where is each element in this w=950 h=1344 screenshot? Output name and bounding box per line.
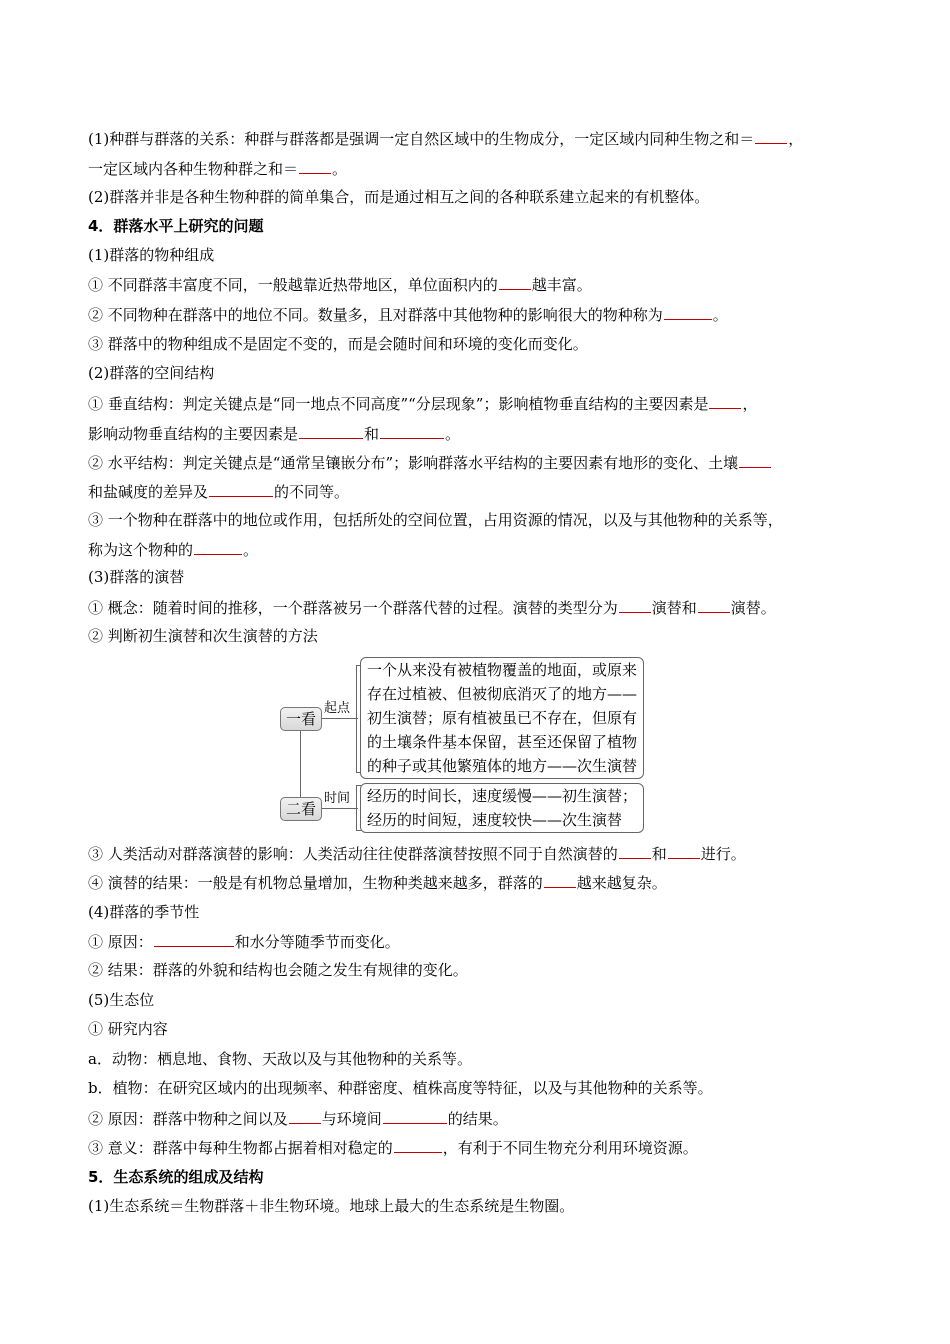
text: ② 原因：群落中物种之间以及 (88, 1110, 288, 1128)
text-line (88, 393, 757, 414)
text: 演替和 (651, 599, 697, 617)
text-line: ③ 一个物种在群落中的地位或作用，包括所处的空间位置，占用资源的情况，以及与其他物种的关系等， (88, 511, 783, 529)
answer-blank (154, 931, 234, 947)
answer-blank (619, 843, 651, 859)
text: ① 垂直结构：判定关键点是“同一地点不同高度”“分层现象”；影响植物垂直结构的主要因素是 (88, 395, 709, 413)
box-line: 的种子或其他繁殖体的地方——次生演替 (367, 757, 638, 775)
text-line: ② 判断初生演替和次生演替的方法 (88, 627, 318, 645)
answer-blank (668, 843, 700, 859)
text-line (88, 872, 667, 893)
text-line (88, 304, 728, 325)
subsection-heading: (1)群落的物种组成 (88, 246, 215, 264)
box-line: 初生演替；原有植被虽已不存在，但原有 (367, 709, 638, 727)
text: ③ 人类活动对群落演替的影响：人类活动往往使群落演替按照不同于自然演替的 (88, 845, 618, 863)
text: 进行。 (700, 845, 746, 863)
text: ③ 意义：群落中每种生物都占据着相对稳定的 (88, 1139, 393, 1157)
text: 和盐碱度的差异及 (88, 483, 209, 501)
subsection-heading: (5)生态位 (88, 991, 155, 1009)
text-line: ① 研究内容 (88, 1020, 168, 1038)
subsection-heading: (3)群落的演替 (88, 568, 185, 586)
answer-blank (739, 452, 771, 468)
subsection-heading: (4)群落的季节性 (88, 903, 200, 921)
text-line (88, 158, 347, 179)
text: 与环境间 (321, 1110, 382, 1128)
answer-blank (299, 423, 363, 439)
text: 称为这个物种的 (88, 541, 194, 559)
subsection-heading: (2)群落的空间结构 (88, 364, 215, 382)
answer-blank (544, 872, 576, 888)
text-line (88, 597, 776, 618)
text: 。 (712, 306, 728, 324)
answer-blank (194, 539, 242, 555)
text: 和 (651, 845, 667, 863)
text-line (88, 539, 258, 560)
box-line: 经历的时间短，速度较快——次生演替 (367, 811, 623, 829)
text-line: (1)生态系统＝生物群落＋非生物环境。地球上最大的生态系统是生物圈。 (88, 1197, 575, 1215)
text-line (88, 452, 772, 473)
connector-line (300, 721, 301, 801)
answer-blank (380, 423, 444, 439)
answer-blank (289, 1108, 321, 1124)
label-origin: 起点 (324, 701, 351, 716)
text: 。 (243, 541, 259, 559)
step-one-key: 一看 (280, 707, 322, 731)
text: 和 (364, 425, 380, 443)
box-line: 存在过植被、但被彻底消灭了的地方—— (367, 685, 638, 703)
text: 和水分等随季节而变化。 (234, 933, 400, 951)
text: ， (742, 395, 758, 413)
text: 的不同等。 (274, 483, 350, 501)
text: ① 不同群落丰富度不同，一般越靠近热带地区，单位面积内的 (88, 276, 498, 294)
answer-blank (709, 393, 741, 409)
answer-blank (755, 128, 787, 144)
text-line (88, 274, 592, 295)
connector-line (322, 718, 358, 719)
answer-blank (209, 481, 273, 497)
answer-blank (299, 158, 331, 174)
text: (1)种群与群落的关系：种群与群落都是强调一定自然区域中的生物成分，一定区域内同种生物之和＝ (88, 130, 755, 148)
text: ② 不同物种在群落中的地位不同。数量多，且对群落中其他物种的影响很大的物种称为 (88, 306, 663, 324)
text-line (88, 931, 400, 952)
text: 。 (332, 160, 348, 178)
box-line: 一个从来没有被植物覆盖的地面，或原来 (367, 661, 638, 679)
text: ① 原因： (88, 933, 153, 951)
text: 越来越复杂。 (576, 874, 667, 892)
section-heading: 5．生态系统的组成及结构 (88, 1168, 264, 1186)
answer-blank (664, 304, 712, 320)
box-line: 经历的时间长，速度缓慢——初生演替； (367, 787, 638, 805)
text: ④ 演替的结果：一般是有机物总量增加，生物种类越来越多，群落的 (88, 874, 543, 892)
text: 越丰富。 (531, 276, 592, 294)
text: 影响动物垂直结构的主要因素是 (88, 425, 299, 443)
text-line: a．动物：栖息地、食物、天敌以及与其他物种的关系等。 (88, 1050, 472, 1068)
time-box (360, 783, 644, 833)
text-line (88, 481, 349, 502)
text: 。 (445, 425, 461, 443)
text-line (88, 1137, 698, 1158)
text: 演替。 (730, 599, 776, 617)
text: ，有利于不同生物充分利用环境资源。 (442, 1139, 698, 1157)
text-line (88, 1108, 508, 1129)
text: 一定区域内各种生物种群之和＝ (88, 160, 299, 178)
text-line: ② 结果：群落的外貌和结构也会随之发生有规律的变化。 (88, 961, 468, 979)
step-two-key: 二看 (280, 797, 322, 821)
text-line: ③ 群落中的物种组成不是固定不变的，而是会随时间和环境的变化而变化。 (88, 335, 588, 353)
answer-blank (383, 1108, 447, 1124)
box-line: 的土壤条件基本保留，甚至还保留了植物 (367, 733, 638, 751)
text-line (88, 128, 803, 149)
text: ① 概念：随着时间的推移，一个群落被另一个群落代替的过程。演替的类型分为 (88, 599, 618, 617)
connector-line (322, 808, 358, 809)
text-line (88, 843, 746, 864)
text: ② 水平结构：判定关键点是“通常呈镶嵌分布”；影响群落水平结构的主要因素有地形的变化、土壤 (88, 454, 739, 472)
answer-blank (394, 1137, 442, 1153)
answer-blank (619, 597, 651, 613)
origin-box (360, 657, 644, 779)
text-line: b．植物：在研究区域内的出现频率、种群密度、植株高度等特征，以及与其他物种的关系等。 (88, 1079, 713, 1097)
text: ， (788, 130, 804, 148)
text: 的结果。 (447, 1110, 508, 1128)
answer-blank (698, 597, 730, 613)
text-line: (2)群落并非是各种生物种群的简单集合，而是通过相互之间的各种联系建立起来的有机整体。 (88, 188, 710, 206)
label-time: 时间 (324, 791, 351, 806)
succession-diagram (278, 655, 678, 835)
text-line (88, 423, 460, 444)
section-heading: 4．群落水平上研究的问题 (88, 217, 264, 235)
answer-blank (499, 274, 531, 290)
